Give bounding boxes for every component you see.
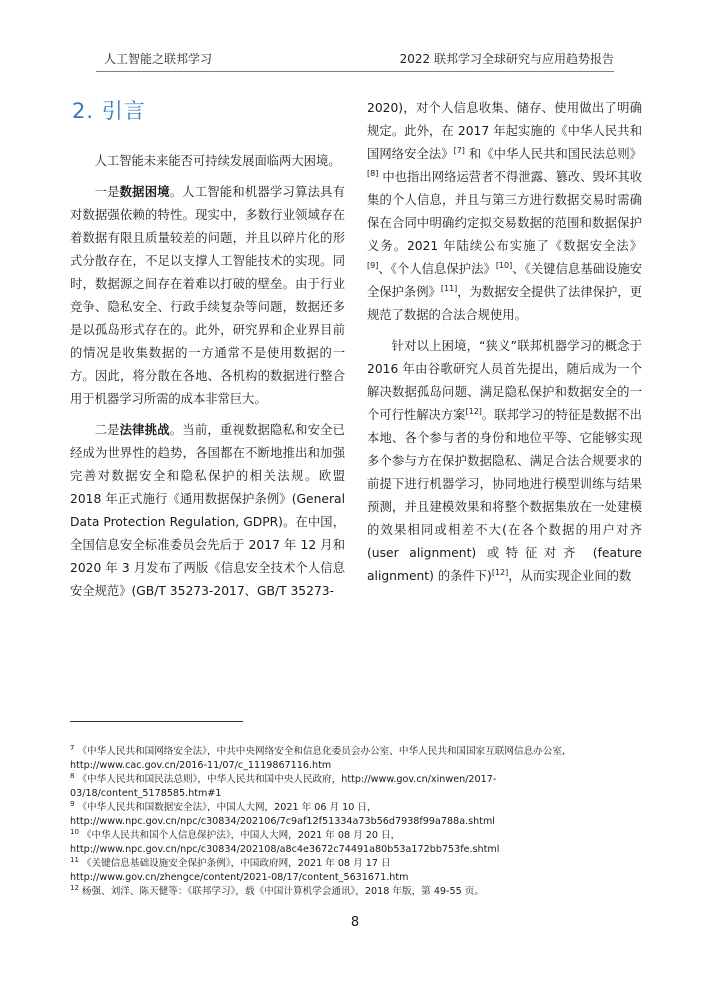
header-divider: [96, 71, 614, 72]
footnote-10-link[interactable]: http://www.npc.gov.cn/npc/c30834/202108/a8c4e3672c74491a80b53a172bb753fe.shtml: [70, 844, 500, 855]
citation-11[interactable]: [11]: [440, 283, 458, 293]
footnote-11: $^{11}$ 《关键信息基础设施安全保护条例》，中国政府网，2021 年 08 月 17 日 http://www.gov.cn/zhengce/content/2021-08/17/content_5631671.htm: [70, 855, 409, 883]
paragraph-legal-challenge: 二是法律挑战。当前，重视数据隐私和安全已经成为世界性的趋势，各国都在不断地推出和加强完善对数据安全和隐私保护的相关法规。欧盟 2018 年正式施行《通用数据保护条例》(General Data Protection Regulation, GDPR)。在中国，全国信息安全标准委员会先后于 2017 年 12 月和 2020 年 3 月发布了两版《信息安全技术个人信息安全规范》(GB/T 35273-2017、GB/T 35273-: [70, 423, 345, 598]
paragraph-regulations: 2020)，对个人信息收集、储存、使用做出了明确规定。此外，在 2017 年起实施的《中华人民共和国网络安全法》[7] 和《中华人民共和国民法总则》[8] 中也指出网络运营者不得泄露、篡改、毁坏其收集的个人信息，并且与第三方进行数据交易时需确保在合同中明确约定拟交易数据的范围和数据保护义务。2021 年陆续公布实施了《数据安全法》[9]、《个人信息保护法》[10]、《关键信息基础设施安全保护条例》[11]，为数据安全提供了法律保护，更规范了数据的合法合规使用。: [367, 101, 642, 322]
citation-8[interactable]: [8]: [367, 168, 379, 178]
citation-12b[interactable]: [12]: [491, 567, 509, 577]
footnote-7: $^7$ 《中华人民共和国网络安全法》，中共中央网络安全和信息化委员会办公室、中华人民共和国国家互联网信息办公室, http://www.cac.gov.cn/2016-11/07/c_1119867116.htm: [70, 743, 565, 771]
footnote-8: $^8$ 《中华人民共和国民法总则》，中华人民共和国中央人民政府，http://www.gov.cn/xinwen/2017- 03/18/content_5178585.htm#1: [70, 771, 497, 799]
paragraph-data-dilemma: 一是数据困境。人工智能和机器学习算法具有对数据强依赖的特性。现实中，多数行业领域存在着数据有限且质量较差的问题，并且以碎片化的形式分散存在，不足以支撑人工智能技术的实现。同时，数据源之间存在着难以打破的壁垒。由于行业竞争、隐私安全、行政手续复杂等问题，数据还多是以孤岛形式存在的。此外，研究界和企业界目前的情况是收集数据的一方通常不是使用数据的一方。因此，将分散在各地、各机构的数据进行整合用于机器学习所需的成本非常巨大。: [70, 185, 345, 406]
left-column: [70, 150, 345, 611]
footnote-divider: [70, 721, 243, 722]
footnote-12: $^{12}$ 杨强、刘洋、陈天健等：《联邦学习》，载《中国计算机学会通讯》，2018 年版，第 49-55 页。: [70, 883, 484, 897]
citation-12a[interactable]: [12]: [465, 406, 482, 416]
footnote-9: $^9$ 《中华人民共和国数据安全法》，中国人大网，2021 年 06 月 10 日， http://www.npc.gov.cn/npc/c30834/202106/7c9af12f51334a73b56d7938f99a788a.shtml: [70, 799, 495, 827]
header-right-title: 2022 联邦学习全球研究与应用趋势报告: [399, 52, 614, 66]
footnotes: [70, 745, 640, 899]
right-column: [367, 97, 642, 596]
page-header: [96, 50, 614, 70]
page-number: 8: [350, 915, 360, 930]
header-left-title: 人工智能之联邦学习: [104, 52, 213, 66]
footnote-10: $^{10}$ 《中华人民共和国个人信息保护法》，中国人大网，2021 年 08 月 20 日， http://www.npc.gov.cn/npc/c30834/202108/a8c4e3672c74491a80b53a172bb753fe.shtml: [70, 827, 500, 855]
citation-9[interactable]: [9]: [367, 260, 379, 270]
paragraph-federated-learning: 针对以上困境，“狭义”联邦机器学习的概念于 2016 年由谷歌研究人员首先提出，随后成为一个解决数据孤岛问题、满足隐私保护和数据安全的一个可行性解决方案[12]。联邦学习的特征是数据不出本地、各个参与者的身份和地位平等、它能够实现多个参与方在保护数据隐私、满足合法合规要求的前提下进行机器学习，协同地进行模型训练与结果预测，并且建模效果和将整个数据集放在一处建模的效果相同或相差不大(在各个数据的用户对齐 (user alignment) 或特征对齐 (feature alignment) 的条件下)[12]，从而实现企业间的数: [367, 339, 642, 583]
term-legal-challenge: 法律挑战: [119, 423, 170, 437]
citation-7[interactable]: [7]: [453, 145, 465, 155]
footnote-11-link[interactable]: http://www.gov.cn/zhengce/content/2021-08/17/content_5631671.htm: [70, 872, 409, 883]
paragraph-intro: 人工智能未来能否可持续发展面临两大困境。: [94, 154, 341, 168]
term-data-dilemma: 数据困境: [119, 185, 170, 199]
section-title: 2. 引言: [72, 99, 146, 123]
footnote-9-link[interactable]: http://www.npc.gov.cn/npc/c30834/202106/7c9af12f51334a73b56d7938f99a788a.shtml: [70, 816, 495, 827]
footnote-8-link[interactable]: 03/18/content_5178585.htm#1: [70, 788, 222, 799]
footnote-7-link[interactable]: http://www.cac.gov.cn/2016-11/07/c_1119867116.htm: [70, 760, 332, 771]
citation-10[interactable]: [10]: [495, 260, 513, 270]
